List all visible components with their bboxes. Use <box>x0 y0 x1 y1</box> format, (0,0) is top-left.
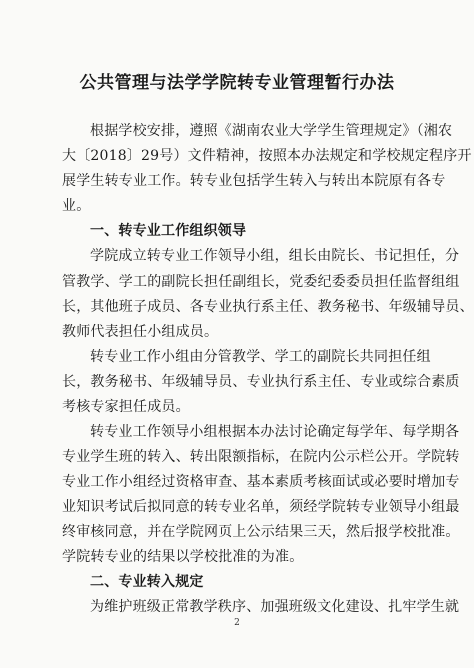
paragraph-line: 长，其他班子成员、各专业执行系主任、教务秘书、年级辅导员、 <box>62 299 474 315</box>
page-number: 2 <box>234 618 240 628</box>
paragraph-line: 长，教务秘书、年级辅导员、专业执行系主任、专业或综合素质 <box>62 374 460 390</box>
paragraph-line: 学院转专业的结果以学校批准的为准。 <box>62 549 304 565</box>
paragraph-line: 专业工作小组经过资格审查、基本素质考核面试或必要时增加专 <box>62 474 460 490</box>
paragraph-line: 转专业工作领导小组根据本办法讨论确定每学年、每学期各 <box>90 424 460 440</box>
paragraph-line: 根据学校安排，遵照《湖南农业大学学生管理规定》（湘农 <box>90 123 453 139</box>
paragraph-line: 专业学生班的转入、转出限额指标，在院内公示栏公开。学院转 <box>62 449 460 465</box>
paragraph-line: 考核专家担任成员。 <box>62 399 190 415</box>
paragraph-line: 教师代表担任小组成员。 <box>62 324 219 340</box>
paragraph-line: 学院成立转专业工作领导小组，组长由院长、书记担任，分 <box>90 248 460 264</box>
paragraph-line: 管教学、学工的副院长担任副组长，党委纪委委员担任监督组组 <box>62 274 460 290</box>
section-heading: 二、专业转入规定 <box>90 574 204 590</box>
paragraph-line: 大〔2018〕29号）文件精神，按照本办法规定和学校规定程序开 <box>62 148 472 164</box>
document-title: 公共管理与法学学院转专业管理暂行办法 <box>79 73 395 93</box>
paragraph-line: 终审核同意，并在学院网页上公示结果三天，然后报学校批准。 <box>62 524 460 540</box>
paragraph-line: 业。 <box>62 198 91 214</box>
section-heading: 一、转专业工作组织领导 <box>90 223 247 239</box>
paragraph-line: 展学生转专业工作。转专业包括学生转入与转出本院原有各专 <box>62 173 446 189</box>
paragraph-line: 业知识考试后拟同意的转专业名单，须经学院转专业领导小组最 <box>62 499 460 515</box>
paragraph-line: 为维护班级正常教学秩序、加强班级文化建设、扎牢学生就 <box>90 599 460 615</box>
paragraph-line: 转专业工作小组由分管教学、学工的副院长共同担任组 <box>90 349 431 365</box>
